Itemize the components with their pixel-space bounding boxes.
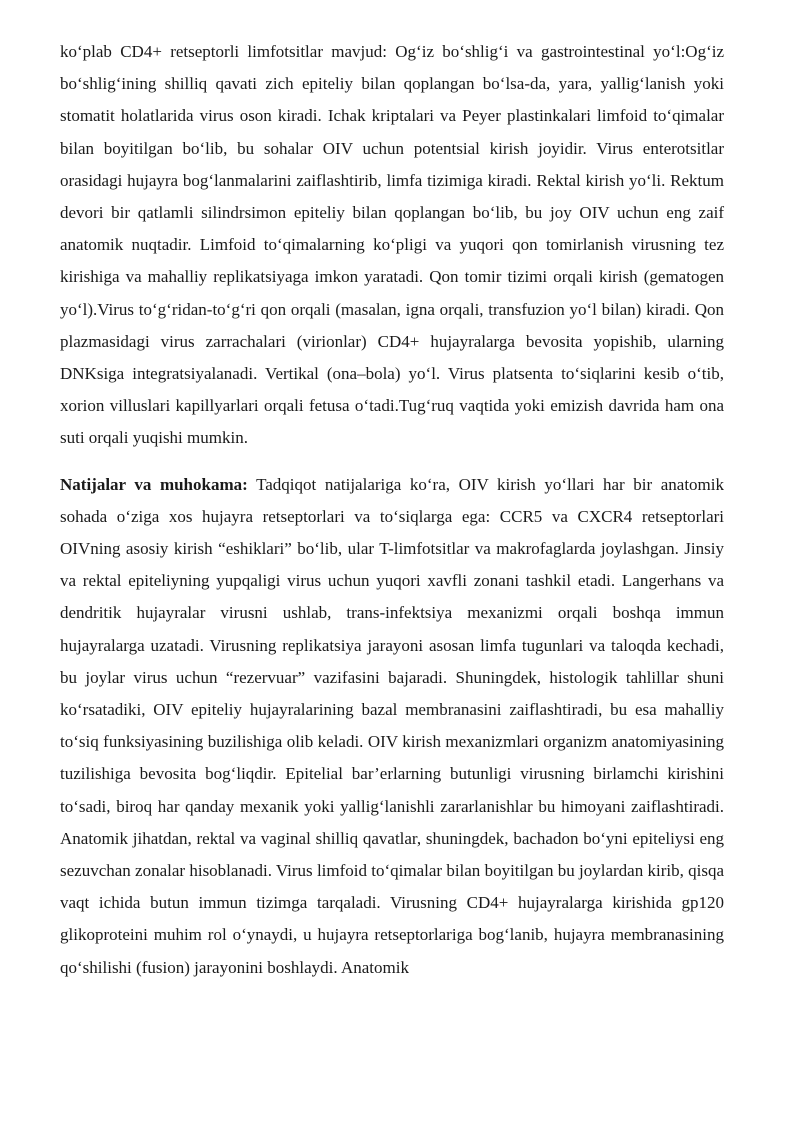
results-paragraph xyxy=(60,469,724,984)
document-page xyxy=(60,36,724,984)
paragraph-text: Tadqiqot natijalariga ko‘ra, OIV kirish yo‘llari har bir anatomik sohada o‘ziga xos hujayra retseptorlari va to‘siqlarga ega: CCR5 va CXCR4 retseptorlari OIVning asosiy kirish “eshiklari” bo‘lib, ular T-limfotsitlar va makrofaglarda joylashgan. Jinsiy va rektal epiteliyning yupqaligi virus uchun yuqori xavfli zonani tashkil etadi. Langerhans va dendritik hujayralar virusni ushlab, trans-infektsiya mexanizmi orqali boshqa immun hujayralarga uzatadi. Virusning replikatsiya jarayoni asosan limfa tugunlari va taloqda kechadi, bu joylar virus uchun “rezervuar” vazifasini bajaradi. Shuningdek, histologik tahlillar shuni ko‘rsatadiki, OIV epiteliy hujayralarining bazal membranasini zaiflashtiradi, bu esa mahalliy to‘siq funksiyasining buzilishiga olib keladi. OIV kirish mexanizmlari organizm anatomiyasining tuzilishiga bevosita bog‘liqdir. Epitelial bar’erlarning butunligi virusning birlamchi kirishini to‘sadi, biroq har qanday mexanik yoki yallig‘lanishli zararlanishlar bu himoyani zaiflashtiradi. Anatomik jihatdan, rektal va vaginal shilliq qavatlar, shuningdek, bachadon bo‘yni epiteliysi eng sezuvchan zonalar hisoblanadi. Virus limfoid to‘qimalar bilan boyitilgan bu joylardan kirib, qisqa vaqt ichida butun immun tizimga tarqaladi. Virusning CD4+ hujayralarga kirishida gp120 glikoproteini muhim rol o‘ynaydi, u hujayra retseptorlariga bog‘lanib, hujayra membranasining qo‘shilishi (fusion) jarayonini boshlaydi. Anatomik xyxy=(60,474,724,977)
body-paragraph xyxy=(60,36,724,455)
section-heading: Natijalar va muhokama: xyxy=(60,474,248,494)
paragraph-text: ko‘plab CD4+ retseptorli limfotsitlar mavjud: Og‘iz bo‘shlig‘i va gastrointestinal yo‘l:Og‘iz bo‘shlig‘ining shilliq qavati zich epiteliy bilan qoplangan bo‘lsa-da, yara, yallig‘lanish yoki stomatit holatlarida virus oson kiradi. Ichak kriptalari va Peyer plastinkalari limfoid to‘qimalar bilan boyitilgan bo‘lib, bu sohalar OIV uchun potentsial kirish joyidir. Virus enterotsitlar orasidagi hujayra bog‘lanmalarini zaiflashtirib, limfa tizimiga kiradi. Rektal kirish yo‘li. Rektum devori bir qatlamli silindrsimon epiteliy bilan qoplangan bo‘lib, bu joy OIV uchun eng zaif anatomik nuqtadir. Limfoid to‘qimalarning ko‘pligi va yuqori qon tomirlanish virusning tez kirishiga va mahalliy replikatsiyaga imkon yaratadi. Qon tomir tizimi orqali kirish (gematogen yo‘l).Virus to‘g‘ridan-to‘g‘ri qon orqali (masalan, igna orqali, transfuzion yo‘l bilan) kiradi. Qon plazmasidagi virus zarrachalari (virionlar) CD4+ hujayralarga bevosita yopishib, ularning DNKsiga integratsiyalanadi. Vertikal (ona–bola) yo‘l. Virus platsenta to‘siqlarini kesib o‘tib, xorion villuslari kapillyarlari orqali fetusa o‘tadi.Tug‘ruq vaqtida yoki emizish davrida ham ona suti orqali yuqishi mumkin. xyxy=(60,42,724,448)
